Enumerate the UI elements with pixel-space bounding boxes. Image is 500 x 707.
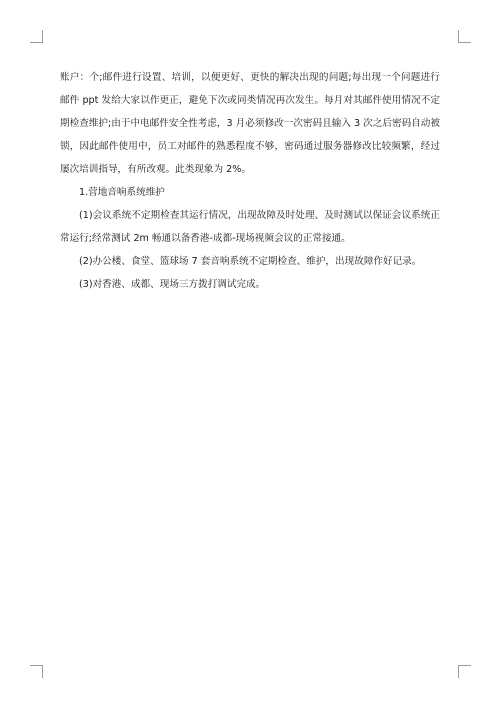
list-item-2: (2)办公楼、食堂、篮球场 7 套音响系统不定期检查、维护，出现故障作好记录。	[79, 256, 422, 267]
corner-mark-bottom-right	[458, 665, 471, 678]
document-body	[60, 66, 440, 296]
list-item-1: (1)会议系统不定期检查其运行情况，出现故障及时处理、及时测试以保证会议系统正常运行;经常测试 2m 畅通以备香港-成都-现场视频会议的正常接通。	[60, 210, 440, 244]
corner-mark-bottom-left	[30, 665, 43, 678]
section-heading-audio-maintenance: 1.营地音响系统维护	[79, 187, 165, 198]
corner-mark-top-left	[30, 30, 43, 43]
corner-mark-top-right	[458, 30, 471, 43]
list-item-3: (3)对香港、成都、现场三方拨打调试完成。	[79, 279, 266, 290]
paragraph-email-maintenance: 账户：个;邮件进行设置、培训，以便更好、更快的解决出现的问题;每出现一个问题进行邮件 ppt 发给大家以作更正，避免下次或同类情况再次发生。每月对其邮件使用情况不定期检查维护;由于中电邮件安全性考虑，3 月必须修改一次密码且输入 3 次之后密码自动被锁，因此邮件使用中，员工对邮件的熟悉程度不够，密码通过服务器修改比较频繁，经过屡次培训指导，有所改观。此类现象为 2%。	[60, 72, 440, 175]
